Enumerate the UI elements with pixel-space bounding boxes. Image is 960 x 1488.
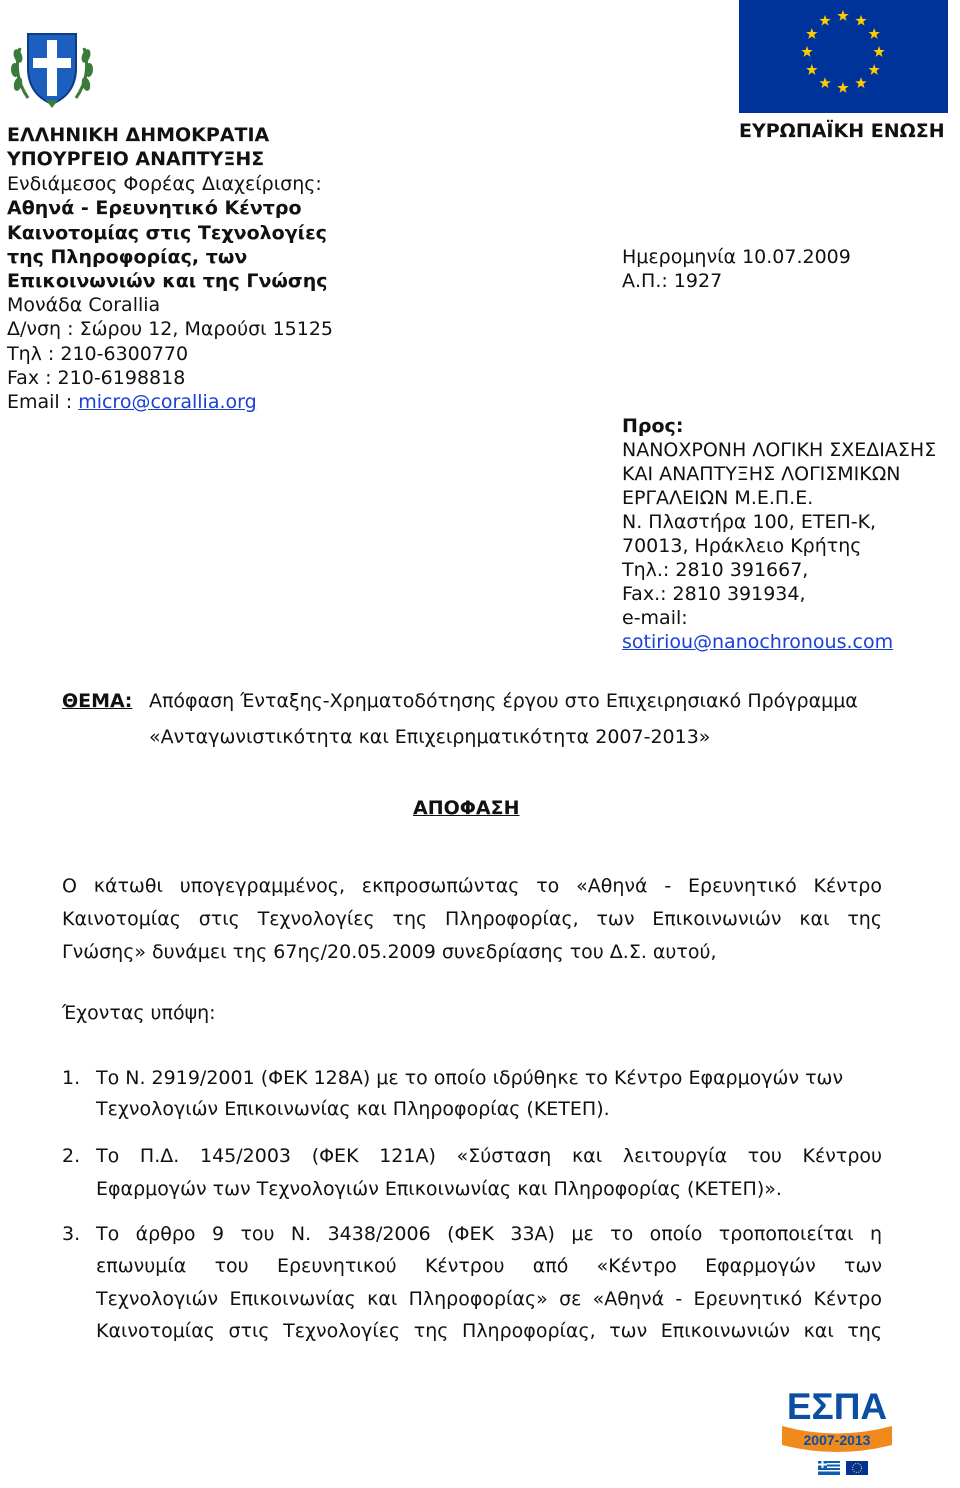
sender-line: Επικοινωνιών και της Γνώσης	[7, 270, 328, 292]
sender-line: Αθηνά - Ερευνητικό Κέντρο	[7, 197, 302, 219]
recipient-line: 70013, Ηράκλειο Κρήτης	[622, 535, 862, 557]
eu-flag-icon	[739, 0, 948, 113]
document-date: Ημερομηνία 10.07.2009	[622, 246, 851, 268]
list-number: 2.	[62, 1145, 81, 1167]
sender-email-link[interactable]: micro@corallia.org	[78, 391, 257, 413]
recipient-line: Ν. Πλαστήρα 100, ΕΤΕΠ-Κ,	[622, 511, 877, 533]
intro-line: Καινοτομίας στις Τεχνολογίες της Πληροφορίας, των Επικοινωνιών και της	[62, 908, 882, 930]
recipient-line: Τηλ.: 2810 391667,	[622, 559, 809, 581]
subject-line: Απόφαση Ένταξης-Χρηματοδότησης έργου στο Επιχειρησιακό Πρόγραμμα	[149, 690, 858, 712]
list-item-line: Το Ν. 2919/2001 (ΦΕΚ 128Α) με το οποίο ιδρύθηκε το Κέντρο Εφαρμογών των	[96, 1067, 844, 1089]
sender-line: Καινοτομίας στις Τεχνολογίες	[7, 222, 327, 244]
recipient-heading: Προς:	[622, 415, 684, 437]
sender-line: ΥΠΟΥΡΓΕΙΟ ΑΝΑΠΤΥΞΗΣ	[7, 148, 265, 170]
espa-logo	[778, 1383, 896, 1478]
list-item-line: Εφαρμογών των Τεχνολογιών Επικοινωνίας και Πληροφορίας (ΚΕΤΕΠ)».	[96, 1178, 782, 1200]
considering-heading: Έχοντας υπόψη:	[62, 1002, 216, 1024]
sender-line: της Πληροφορίας, των	[7, 246, 248, 268]
protocol-number: Α.Π.: 1927	[622, 270, 723, 292]
list-item-line: επωνυμία του Ερευνητικού Κέντρου από «Κέντρο Εφαρμογών των	[96, 1255, 882, 1277]
sender-email-row	[7, 390, 257, 414]
recipient-line: Fax.: 2810 391934,	[622, 583, 806, 605]
espa-logo-years: 2007-2013	[803, 1432, 871, 1448]
list-item-line: Το άρθρο 9 του Ν. 3438/2006 (ΦΕΚ 33Α) με το οποίο τροποποιείται η	[96, 1223, 882, 1245]
recipient-line: e-mail:	[622, 607, 688, 629]
recipient-line: ΚΑΙ ΑΝΑΠΤΥΞΗΣ ΛΟΓΙΣΜΙΚΩΝ	[622, 463, 901, 485]
recipient-line: ΝΑΝΟΧΡΟΝΗ ΛΟΓΙΚΗ ΣΧΕΔΙΑΣΗΣ	[622, 439, 937, 461]
espa-logo-text: ΕΣΠΑ	[786, 1386, 888, 1427]
recipient-email-link[interactable]: sotiriou@nanochronous.com	[622, 631, 894, 653]
list-item-line: Τεχνολογιών Επικοινωνίας και Πληροφορίας (ΚΕΤΕΠ).	[96, 1098, 610, 1120]
subject-label: ΘΕΜΑ:	[62, 690, 133, 712]
list-number: 3.	[62, 1223, 81, 1245]
sender-line: Ενδιάμεσος Φορέας Διαχείρισης:	[7, 173, 322, 195]
sender-line: Τηλ : 210-6300770	[7, 343, 189, 365]
intro-line: Γνώσης» δυνάμει της 67ης/20.05.2009 συνεδρίασης του Δ.Σ. αυτού,	[62, 941, 717, 963]
sender-line: Μονάδα Corallia	[7, 294, 161, 316]
sender-line: Fax : 210-6198818	[7, 367, 186, 389]
list-item-line: Το Π.Δ. 145/2003 (ΦΕΚ 121Α) «Σύσταση και λειτουργία του Κέντρου	[96, 1145, 882, 1167]
list-item-line: Τεχνολογιών Επικοινωνίας και Πληροφορίας» σε «Αθηνά - Ερευνητικό Κέντρο	[96, 1288, 882, 1310]
eu-small-flag-icon	[846, 1461, 868, 1475]
list-item-line: Καινοτομίας στις Τεχνολογίες της Πληροφορίας, των Επικοινωνιών και της	[96, 1320, 882, 1342]
recipient-line: ΕΡΓΑΛΕΙΩΝ Μ.Ε.Π.Ε.	[622, 487, 814, 509]
decision-title: ΑΠΟΦΑΣΗ	[413, 797, 520, 819]
sender-line: ΕΛΛΗΝΙΚΗ ΔΗΜΟΚΡΑΤΙΑ	[7, 124, 270, 146]
eu-label: ΕΥΡΩΠΑΪΚΗ ΕΝΩΣΗ	[739, 120, 945, 142]
subject-line: «Ανταγωνιστικότητα και Επιχειρηματικότητα 2007-2013»	[149, 726, 711, 748]
greek-emblem-icon	[6, 20, 98, 116]
sender-line: Δ/νση : Σώρου 12, Μαρούσι 15125	[7, 318, 334, 340]
sender-email-label: Email :	[7, 391, 79, 413]
greek-flag-icon	[818, 1461, 840, 1475]
intro-line: Ο κάτωθι υπογεγραμμένος, εκπροσωπώντας το «Αθηνά - Ερευνητικό Κέντρο	[62, 875, 882, 897]
list-number: 1.	[62, 1067, 81, 1089]
